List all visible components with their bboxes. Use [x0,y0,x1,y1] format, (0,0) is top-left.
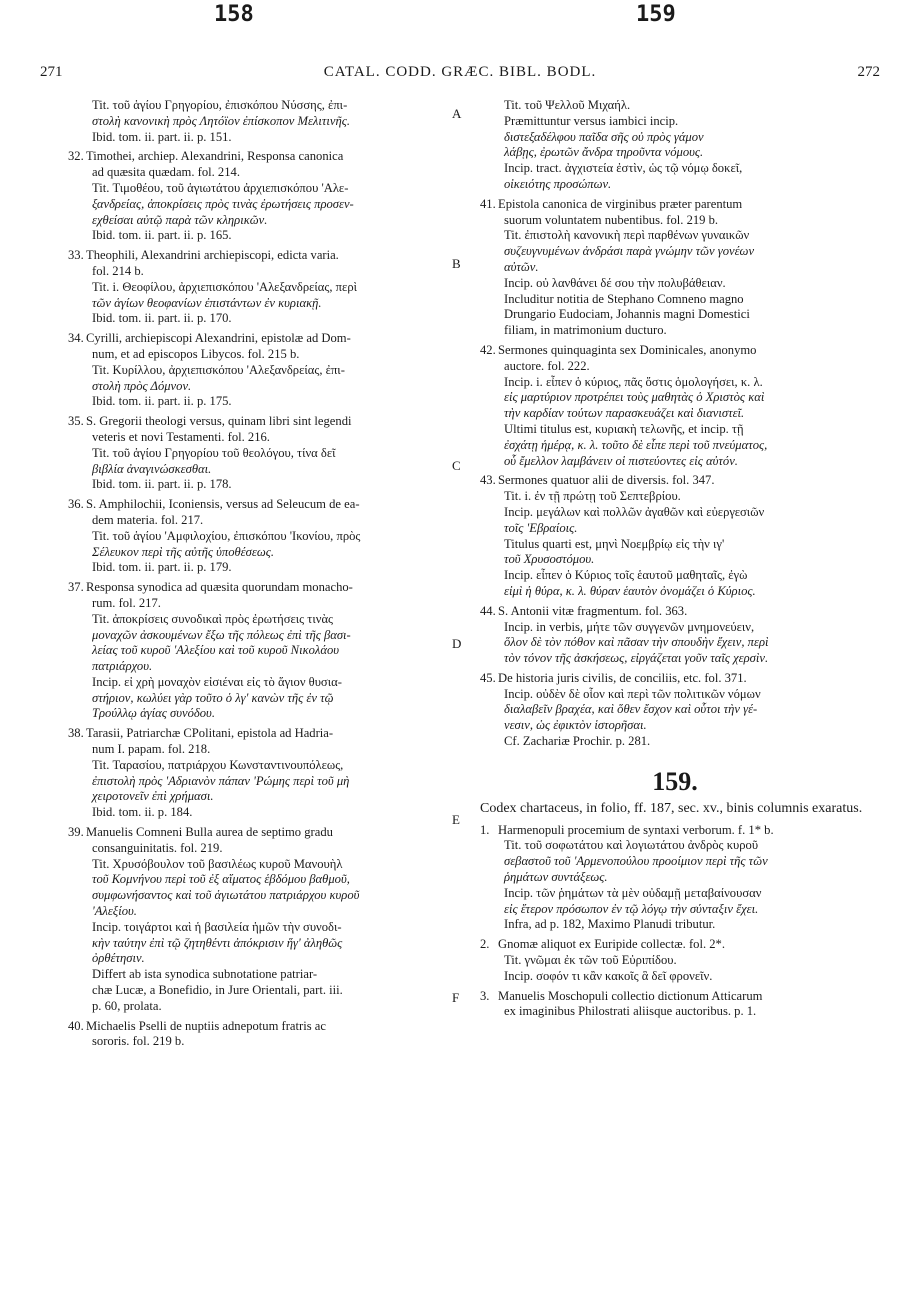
entry-line: Tit. τοῦ Ψελλοῦ Μιχαήλ. [504,98,631,112]
catalogue-entry [480,197,870,339]
entry-line: Ibid. tom. ii. part. ii. p. 151. [92,129,232,144]
entry-line: ex imaginibus Philostrati aliisque auctoribus. p. 1. [504,1004,757,1019]
column-number-left: 271 [40,64,63,80]
catalogue-entry [68,414,448,493]
entry-line: Incip. εἰ χρὴ μοναχὸν εἰσιέναι εἰς τὸ ἅγιον θυσια- [92,674,342,689]
entry-line: Drungario Eudociam, Johannis magni Domestici [504,307,750,322]
entry-line: εχθείσαι αὐτῷ παρὰ τῶν κληρικῶν. [92,212,268,227]
entry-line: Tit. τοῦ ἁγίου Γρηγορίου τοῦ θεολόγου, τίνα δεῖ [92,445,336,460]
right-column [480,98,870,1024]
entry-line: ad quæsita quædam. fol. 214. [92,165,240,180]
entry-line: Ibid. tom. ii. part. ii. p. 170. [92,311,232,326]
entry-line: σεβαστοῦ τοῦ 'Αρμενοπούλου προοίμιον περὶ τῆς τῶν [504,854,768,869]
catalogue-entry [480,823,870,934]
entry-number: 45. [480,670,496,685]
entry-line: τὸν τόνον τῆς ἀσκήσεως, εἰργάζεται γοῦν ταῖς χερσὶν. [504,651,769,666]
entry-line: διαλαβεῖν βραχέα, καὶ ὅθεν ἔσχον καὶ οὗτοι τὴν γέ- [504,702,758,717]
catalogue-entry [480,98,870,193]
entry-line: 40.Michaelis Pselli de nuptiis adnepotum fratris ac [68,1018,326,1033]
entry-line: στήριον, κωλύει γὰρ τοῦτο ὁ λγ' κανὼν τῆς ἐν τῷ [92,690,334,705]
entry-line: Ibid. tom. ii. part. ii. p. 179. [92,560,232,575]
catalogue-entry [68,825,448,1015]
codex-heading: Codex chartaceus, in folio, ff. 187, sec. xv., binis columnis exaratus. [480,800,863,816]
entry-line: διστεξαδέλφου παῖδα σῆς οὐ πρὸς γάμον [504,129,704,144]
entry-line: αὐτῶν. [504,259,539,274]
entry-line: Includitur notitia de Stephano Comneno magno [504,291,744,306]
entry-line: Tit. τοῦ ἁγίου 'Αμφιλοχίου, ἐπισκόπου 'Ικονίου, πρὸς [92,528,361,543]
entry-line: χειροτονεῖν ἐπὶ χρήμασι. [92,789,214,804]
catalogue-entry [68,726,448,821]
catalogue-entry [480,671,870,750]
catalogue-entry [68,497,448,576]
entry-line: 33.Theophili, Alexandrini archiepiscopi, edicta varia. [68,248,339,263]
entry-line: 44.S. Antonii vitæ fragmentum. fol. 363. [480,603,688,618]
entry-line: suorum voluntatem nubentibus. fol. 219 b. [504,212,719,227]
entry-line: ὅλον δὲ τὸν πόθον καὶ πᾶσαν τὴν σπουδὴν ἔχειν, περὶ [504,635,769,650]
entry-number: 37. [68,580,84,595]
entry-line: rum. fol. 217. [92,595,161,610]
entry-line: στολὴ κανονικὴ πρὸς Λητόϊον ἐπίσκοπον Μελιτινῆς. [92,113,350,128]
catalogue-entry [480,473,870,599]
entry-line: ῥημάτων συντάξεως. [504,870,608,885]
entry-line: Tit. γνῶμαι ἐκ τῶν τοῦ Εὐριπίδου. [504,953,677,968]
entry-line: consanguinitatis. fol. 219. [92,840,223,855]
entry-line: filiam, in matrimonium ducturo. [504,323,667,338]
entry-line: πατριάρχου. [92,659,153,674]
entry-line: Incip. in verbis, μήτε τῶν συγγενῶν μνημονεύειν, [504,619,755,634]
entry-number: 44. [480,603,496,618]
entry-line: Tit. Τιμοθέου, τοῦ ἁγιωτάτου ἀρχιεπισκόπου 'Αλε- [92,180,349,195]
entry-line: auctore. fol. 222. [504,358,590,373]
entry-line: 35.S. Gregorii theologi versus, quinam libri sint legendi [68,414,352,429]
running-head-title: CATAL. CODD. GRÆC. BIBL. BODL. [323,64,597,80]
entry-line: Præmittuntur versus iambici incip. [504,113,679,128]
left-column [68,98,448,1054]
entry-line: Tit. Ταρασίου, πατριάρχου Κωνσταντινουπόλεως, [92,757,344,772]
catalogue-entry [480,989,870,1021]
entry-number: 36. [68,497,84,512]
entry-line: Ultimi titulus est, κυριακὴ τελωνῆς, et incip. τῇ [504,421,744,436]
entry-line: Incip. εἶπεν ὁ Κύριος τοῖς ἑαυτοῦ μαθηταῖς, ἐγὼ [504,568,748,583]
entry-line: 43.Sermones quatuor alii de diversis. fol. 347. [480,473,715,488]
entry-line: Cf. Zachariæ Prochir. p. 281. [504,734,651,749]
entry-line: βιβλία ἀναγινώσκεσθαι. [92,461,212,476]
entry-line: ξανδρείας, ἀποκρίσεις πρὸς τινὰς ἐρωτήσεις προσεν- [92,196,354,211]
entry-line: sororis. fol. 219 b. [92,1034,185,1049]
entry-line: Tit. Χρυσόβουλον τοῦ βασιλέως κυροῦ Μανουὴλ [92,856,343,871]
entry-line: Incip. οὐ λανθάνει δέ σου τὴν πολυβάθειαν. [504,275,726,290]
entry-line: Ibid. tom. ii. part. ii. p. 165. [92,228,232,243]
entry-number: 39. [68,825,84,840]
column-number-right: 272 [857,64,880,80]
entry-line: Ibid. tom. ii. part. ii. p. 175. [92,394,232,409]
entry-line: num, et ad episcopos Libycos. fol. 215 b. [92,346,300,361]
margin-marker: B [452,256,461,271]
entry-line: 39.Manuelis Comneni Bulla aurea de septimo gradu [68,825,333,840]
entry-number: 35. [68,414,84,429]
entry-line: p. 60, prolata. [92,998,162,1013]
entry-line: οὗ ἔμελλον λαμβάνειν οἱ πιστεύοντες εἰς αὐτόν. [504,453,738,468]
entry-line: Incip. σοφόν τι κἂν κακοῖς ἃ δεῖ φρονεῖν. [504,968,713,983]
catalogue-entry [480,604,870,667]
entry-number: 38. [68,726,84,741]
entry-line: συμφωνήσαντος καὶ τοῦ ἁγιωτάτου πατριάρχου κυροῦ [92,888,360,903]
entry-line: 3.Manuelis Moschopuli collectio dictionum Atticarum [480,988,763,1003]
entry-line: Incip. μεγάλων καὶ πολλῶν ἀγαθῶν καὶ εὐεργεσιῶν [504,504,765,519]
entry-line: εἰς μαρτύριον προτρέπει τοὺς μαθητὰς ὁ Χριστὸς καὶ [504,390,765,405]
catalogue-entry [68,248,448,327]
entry-line: Τρούλλῳ ἁγίας συνόδου. [92,706,215,721]
entry-number: 42. [480,342,496,357]
entry-line: Infra, ad p. 182, Maximo Planudi tributur. [504,917,716,932]
entry-line: 45.De historia juris civilis, de conciliis, etc. fol. 371. [480,670,747,685]
handwritten-page-right: 159 [636,2,676,27]
catalogue-entry [480,937,870,984]
entry-number: 33. [68,248,84,263]
entry-line: 32.Timothei, archiep. Alexandrini, Responsa canonica [68,149,344,164]
entry-number: 1. [480,822,490,837]
entry-number: 34. [68,331,84,346]
entry-number: 32. [68,149,84,164]
entry-line: Incip. τῶν ῥημάτων τὰ μὲν οὐδαμῇ μεταβαίνουσαν [504,885,762,900]
entry-line: Incip. i. εἶπεν ὁ κύριος, πᾶς ὅστις ὁμολογήσει, κ. λ. [504,374,763,389]
margin-marker: C [452,458,461,473]
entry-number: 40. [68,1018,84,1033]
entry-line: 42.Sermones quinquaginta sex Dominicales, anonymo [480,342,757,357]
entry-line: Differt ab ista synodica subnotatione patriar- [92,967,318,982]
entry-line: τοῦ Κομνήνου περὶ τοῦ ἐξ αἵματος ἑβδόμου βαθμοῦ, [92,872,350,887]
entry-line: ἐσχάτῃ ἡμέρᾳ, κ. λ. τοῦτο δὲ εἶπε περὶ τοῦ πνεύματος, [504,437,768,452]
catalogue-entry [68,98,448,145]
entry-line: 'Αλεξίου. [92,904,137,919]
entry-line: λάβῃς, ἐρωτῶν ἄνδρα τηροῦντα νόμους. [504,145,704,160]
entry-line: veteris et novi Testamenti. fol. 216. [92,429,270,444]
entry-line: fol. 214 b. [92,263,144,278]
entry-line: νεσιν, ὡς ἐφικτὸν ἱστορῆσαι. [504,718,647,733]
entry-line: 2.Gnomæ aliquot ex Euripide collectæ. fol. 2*. [480,937,725,952]
entry-line: Tit. ἀποκρίσεις συνοδικαὶ πρὸς ἐρωτήσεις τινὰς [92,611,334,626]
entry-line: τοῦ Χρυσοστόμου. [504,552,595,567]
entry-line: chæ Lucæ, a Bonefidio, in Jure Orientali, part. iii. [92,983,343,998]
entry-number: 2. [480,937,490,952]
entry-line: Σέλευκον περὶ τῆς αὐτῆς ὑποθέσεως. [92,544,274,559]
entry-line: Tit. ἐπιστολὴ κανονικὴ περὶ παρθένων γυναικῶν [504,228,750,243]
entry-line: Incip. tract. ἀγχιστεία ἐστὶν, ὡς τῷ νόμῳ δοκεῖ, [504,161,743,176]
entry-number: 3. [480,988,490,1003]
entry-line: 38.Tarasii, Patriarchæ CPolitani, epistola ad Hadria- [68,726,334,741]
entry-line: Incip. οὐδὲν δὲ οἷον καὶ περὶ τῶν πολιτικῶν νόμων [504,686,761,701]
catalogue-entry [480,343,870,469]
entry-line: οἰκειότης προσώπων. [504,176,612,191]
entry-line: 37.Responsa synodica ad quæsita quorundam monacho- [68,580,353,595]
entry-line: τὴν καρδίαν τούτων παρασκευάζει καὶ διανιστεῖ. [504,406,745,421]
entry-line: 1.Harmenopuli procemium de syntaxi verborum. f. 1* b. [480,822,774,837]
entry-line: μοναχῶν ἀσκουμένων ἔξω τῆς πόλεως ἐπὶ τῆς βασι- [92,627,351,642]
entry-line: Ibid. tom. ii. p. 184. [92,805,193,820]
entry-line: Titulus quarti est, μηνὶ Νοεμβρίῳ εἰς τὴν ιγ' [504,536,725,551]
entry-line: κὴν ταύτην ἐπὶ τῷ ζητηθέντι ἀπόκρισιν ἥγ' ἀληθῶς [92,935,343,950]
entry-line: Tit. τοῦ σοφωτάτου καὶ λογιωτάτου ἀνδρὸς κυροῦ [504,838,759,853]
margin-markers [452,0,466,1294]
entry-line: dem materia. fol. 217. [92,512,204,527]
margin-marker: F [452,990,460,1005]
entry-line: Tit. Κυρίλλου, ἀρχιεπισκόπου 'Αλεξανδρείας, ἐπι- [92,362,345,377]
catalogue-entry [68,1019,448,1051]
entry-line: Tit. i. Θεοφίλου, ἀρχιεπισκόπου 'Αλεξανδρείας, περὶ [92,279,357,294]
entry-number: 43. [480,473,496,488]
margin-marker: E [452,812,460,827]
entry-line: 41.Epistola canonica de virginibus præter parentum [480,196,743,211]
catalogue-entry [68,580,448,722]
entry-line: τῶν ἁγίων θεοφανίων ἐπιστάντων ἐν κυριακῇ. [92,295,322,310]
entry-line: εἰμὶ ἡ θύρα, κ. λ. θύραν ἑαυτὸν ὀνομάζει ὁ Κύριος. [504,583,756,598]
entry-number: 41. [480,196,496,211]
entry-line: Ibid. tom. ii. part. ii. p. 178. [92,477,232,492]
entry-line: Tit. τοῦ ἁγίου Γρηγορίου, ἐπισκόπου Νύσσης, ἐπι- [92,98,348,112]
entry-line: ὀρθέτησιν. [92,951,145,966]
entry-line: Incip. τοιγάρτοι καὶ ἡ βασιλεία ἡμῶν τὴν συνοδι- [92,919,342,934]
entry-line: 34.Cyrilli, archiepiscopi Alexandrini, epistolæ ad Dom- [68,331,351,346]
entry-line: τοῖς 'Εβραίοις. [504,520,578,535]
entry-line: συζευγνυμένων ἀνδράσι παρὰ γνώμην τῶν γονέων [504,244,755,259]
margin-marker: A [452,106,462,121]
margin-marker: D [452,636,462,651]
entry-line: λείας τοῦ κυροῦ 'Αλεξίου καὶ τοῦ κυροῦ Νικολάου [92,643,340,658]
entry-line: ἐπιστολὴ πρὸς 'Αδριανὸν πάπαν 'Ρώμης περὶ τοῦ μὴ [92,773,350,788]
catalogue-entry [68,331,448,410]
entry-line: num I. papam. fol. 218. [92,742,211,757]
handwritten-page-left: 158 [214,2,254,27]
entry-line: 36.S. Amphilochii, Iconiensis, versus ad Seleucum de ea- [68,497,360,512]
entry-line: Tit. i. ἐν τῇ πρώτῃ τοῦ Σεπτεβρίου. [504,489,681,504]
codex-number: 159. [652,766,698,796]
entry-line: στολὴ πρὸς Δόμνον. [92,378,192,393]
catalogue-entry [68,149,448,244]
entry-line: εἰς ἕτερον πρόσωπον ἐν τῷ λόγῳ τὴν σύνταξιν ἔχει. [504,901,759,916]
